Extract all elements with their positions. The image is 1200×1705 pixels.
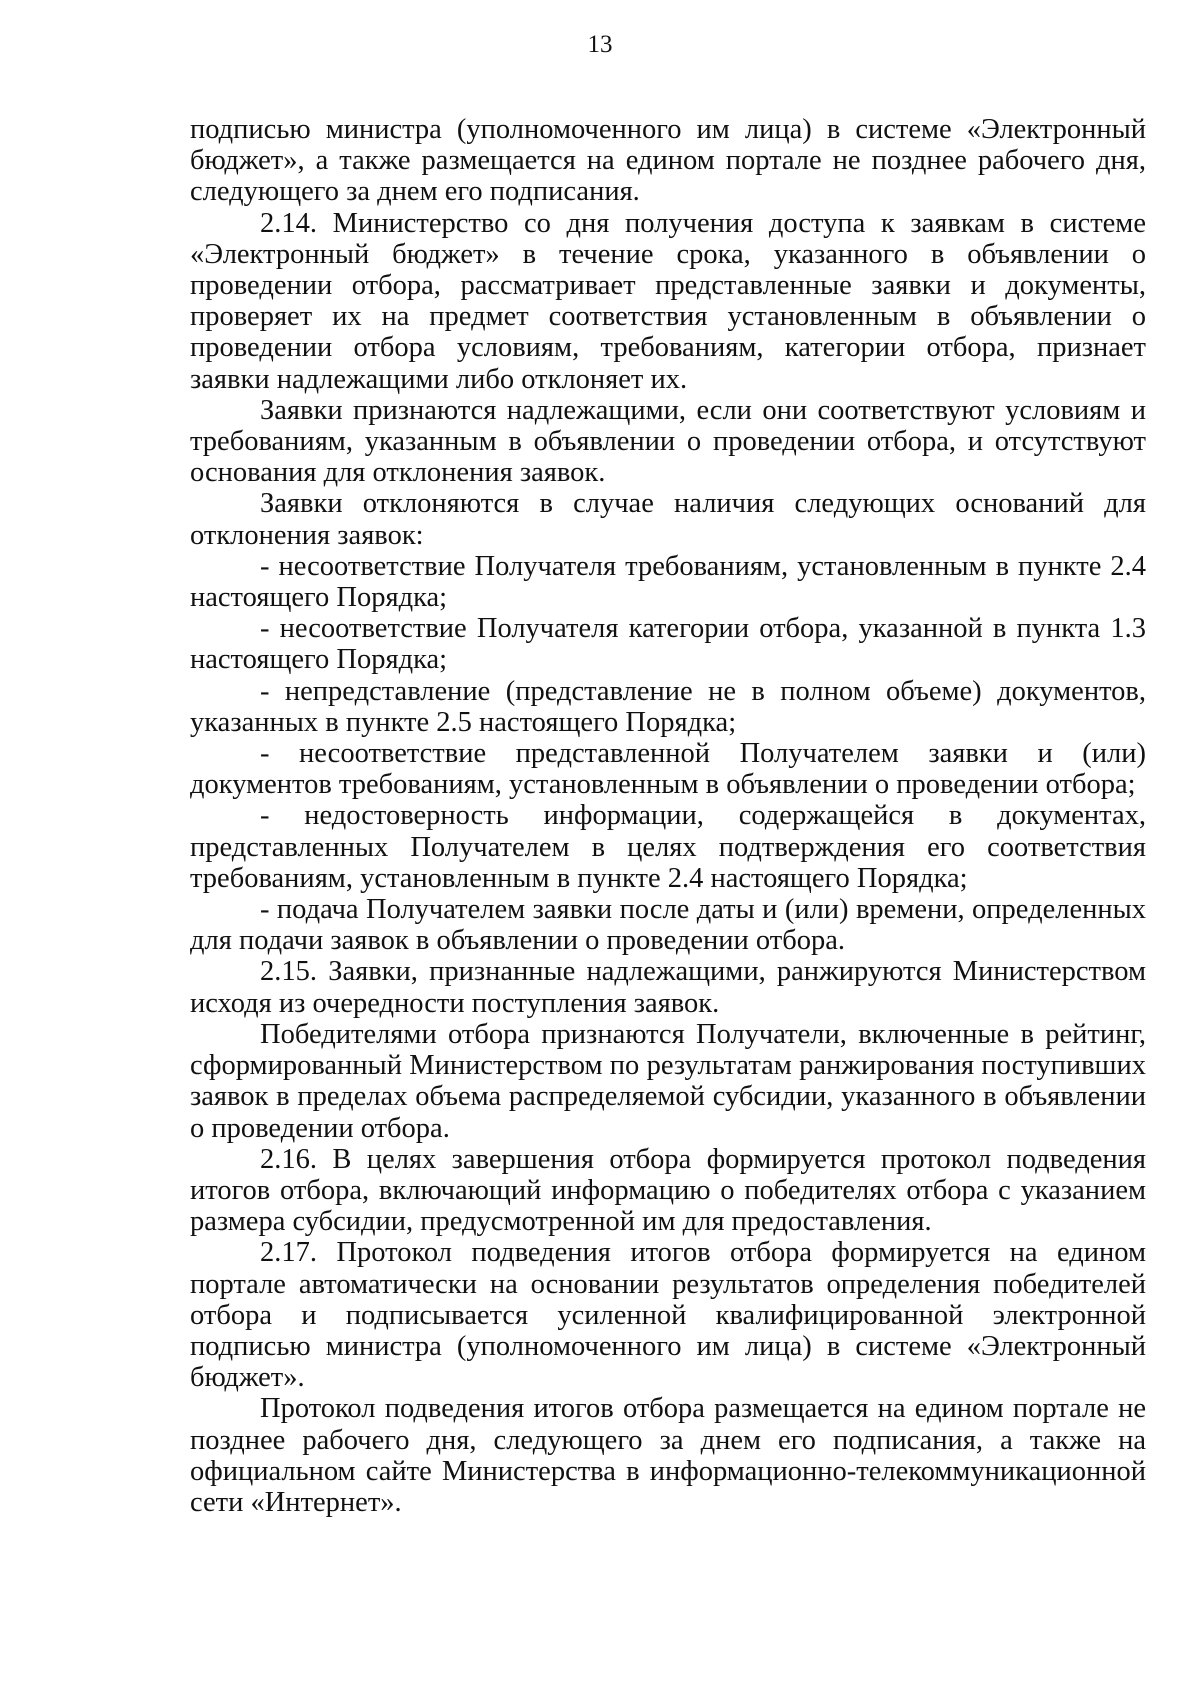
paragraph-2-14: 2.14. Министерство со дня получения доступа к заявкам в системе «Электронный бюджет» в течение срока, указанного в объявлении о проведении отбора, рассматривает представленные заявки и документы, проверяет их на предмет соответствия установленным в объявлении о проведении отбора условиям, требованиям, категории отбора, признает заявки надлежащими либо отклоняет их. <box>190 207 1146 395</box>
paragraph-protocol-publication: Протокол подведения итогов отбора размещается на едином портале не позднее рабочего дня, следующего за днем его подписания, а также на официальном сайте Министерства в информационно-телекоммуникационной сети «Интернет». <box>190 1393 1146 1518</box>
list-item-rejection-2: - несоответствие Получателя категории отбора, указанной в пункта 1.3 настоящего Порядка; <box>190 613 1146 676</box>
paragraph-winners: Победителями отбора признаются Получатели, включенные в рейтинг, сформированный Министерством по результатам ранжирования поступивших заявок в пределах объема распределяемой субсидии, указанного в объявлении о проведении отбора. <box>190 1018 1146 1144</box>
paragraph-2-17: 2.17. Протокол подведения итогов отбора формируется на едином портале автоматически на основании результатов определения победителей отбора и подписывается усиленной квалифицированной электронной подписью министра (уполномоченного им лица) в системе «Электронный бюджет». <box>190 1237 1146 1394</box>
paragraph-rejection-grounds: Заявки отклоняются в случае наличия следующих оснований для отклонения заявок: <box>190 488 1146 551</box>
list-item-rejection-4: - несоответствие представленной Получателем заявки и (или) документов требованиям, установленным в объявлении о проведении отбора; <box>190 738 1146 801</box>
document-body <box>190 114 1146 1518</box>
paragraph-2-15: 2.15. Заявки, признанные надлежащими, ранжируются Министерством исходя из очередности поступления заявок. <box>190 956 1146 1019</box>
page-number: 13 <box>587 31 613 58</box>
paragraph-2-16: 2.16. В целях завершения отбора формируется протокол подведения итогов отбора, включающий информацию о победителях отбора с указанием размера субсидии, предусмотренной им для предоставления. <box>190 1143 1146 1238</box>
paragraph-applications-proper: Заявки признаются надлежащими, если они соответствуют условиям и требованиям, указанным в объявлении о проведении отбора, и отсутствуют основания для отклонения заявок. <box>190 394 1146 489</box>
list-item-rejection-6: - подача Получателем заявки после даты и (или) времени, определенных для подачи заявок в объявлении о проведении отбора. <box>190 894 1146 957</box>
list-item-rejection-1: - несоответствие Получателя требованиям, установленным в пункте 2.4 настоящего Порядка; <box>190 550 1146 614</box>
list-item-rejection-5: - недостоверность информации, содержащейся в документах, представленных Получателем в целях подтверждения его соответствия требованиям, установленным в пункте 2.4 настоящего Порядка; <box>190 800 1146 894</box>
paragraph-continuation: подписью министра (уполномоченного им лица) в системе «Электронный бюджет», а также размещается на едином портале не позднее рабочего дня, следующего за днем его подписания. <box>190 114 1146 208</box>
list-item-rejection-3: - непредставление (представление не в полном объеме) документов, указанных в пункте 2.5 настоящего Порядка; <box>190 675 1146 738</box>
